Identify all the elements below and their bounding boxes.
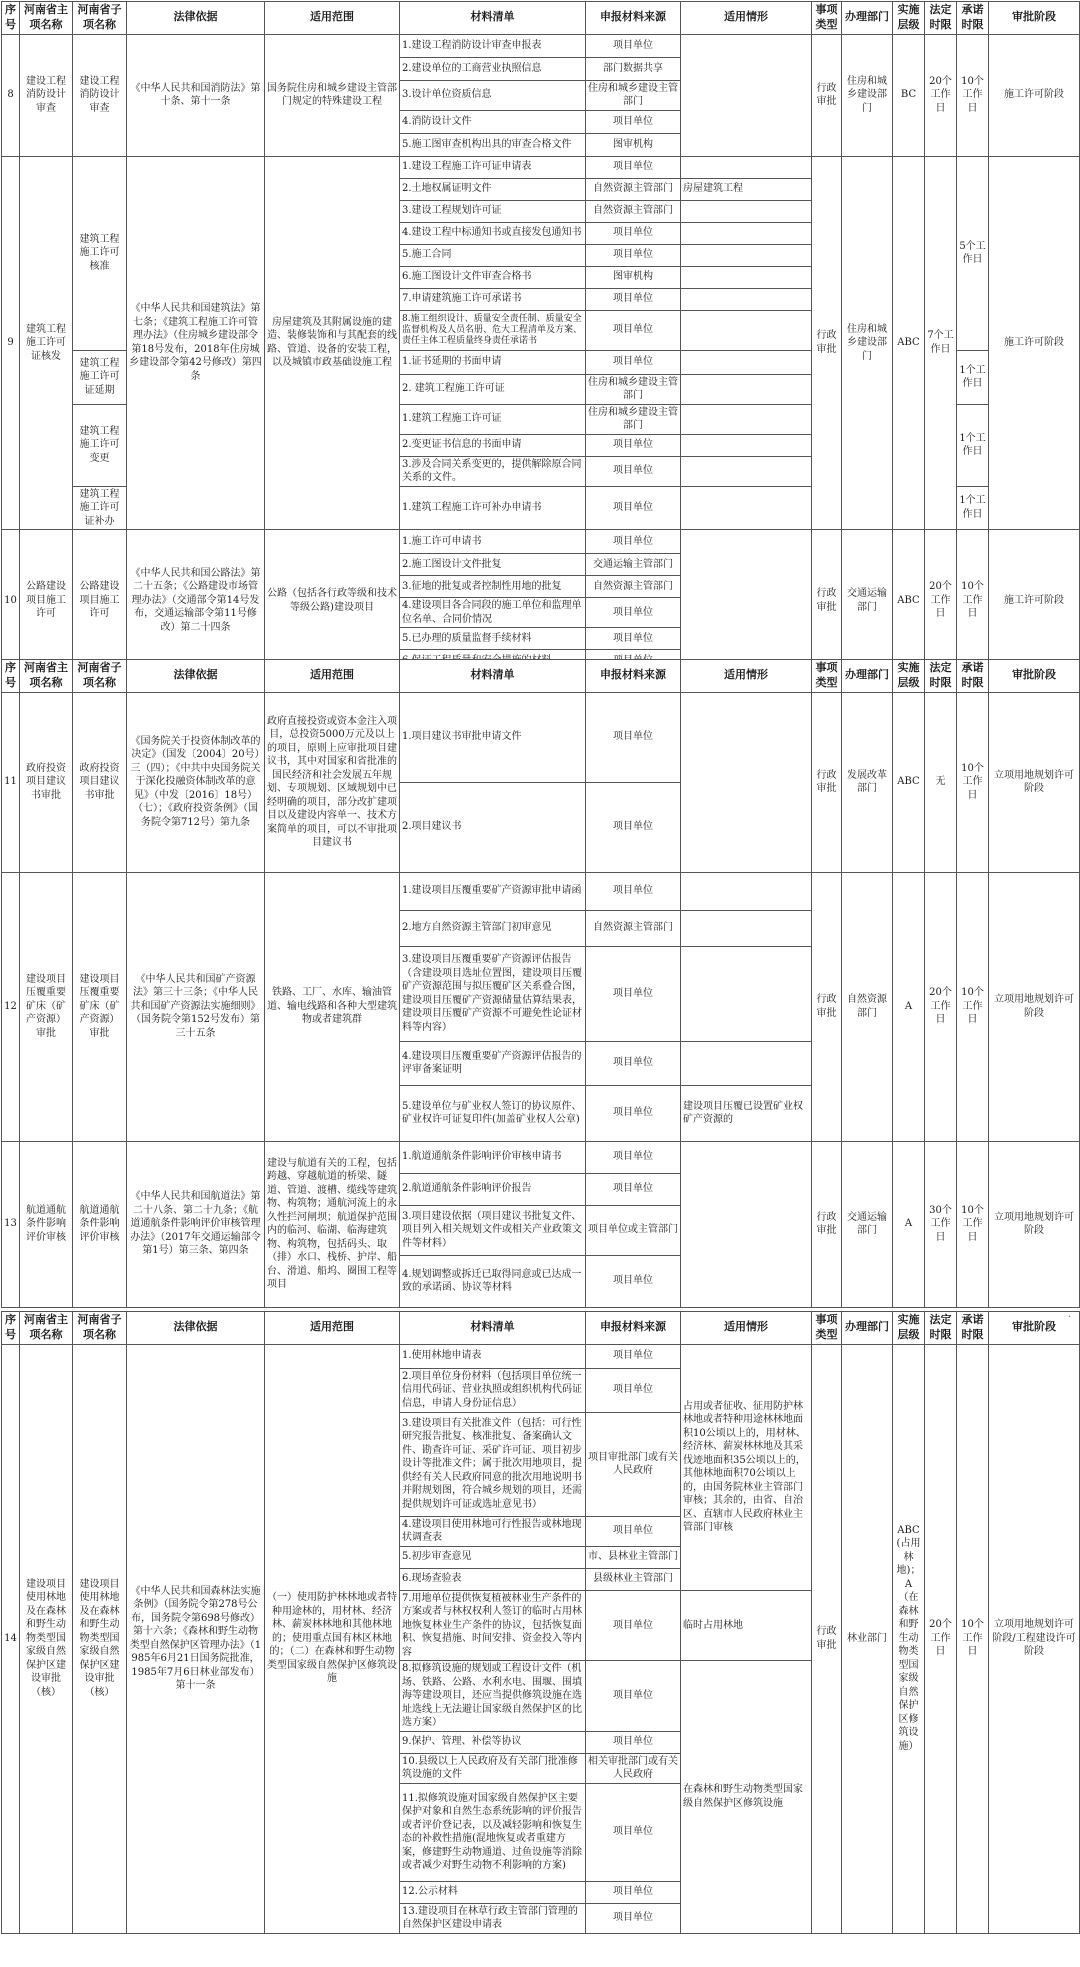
table-cell: 发展改革部门: [842, 692, 893, 872]
table-cell: 1.证书延期的书面申请: [400, 350, 586, 374]
table-cell: [681, 288, 812, 310]
table-cell: [681, 530, 812, 672]
table-cell: 建筑工程施工许可证核发: [20, 156, 73, 530]
header-legal-days: 法定时限: [925, 2, 957, 35]
table-cell: 7.用地单位提供恢复植被林业生产条件的方案或者与林权权利人签订的临时占用林地恢复林业生产条件的协议，包括恢复面积、恢复措施、时间安排、资金投入等内容: [400, 1590, 586, 1661]
table-cell: [681, 910, 812, 946]
table-cell: 1个工作日: [957, 404, 989, 486]
table-cell: 建设与航道有关的工程，包括跨越、穿越航道的桥梁、隧道、管道、渡槽、缆线等建筑物、构筑物；通航河流上的永久性拦河闸坝；航道保护范围内的临河、临湖、临海建筑物、构筑物，包括码头、取（排）水口、栈桥、护岸、船台、滑道、船坞、圈围工程等项目: [265, 1141, 400, 1307]
table-cell: 《中华人民共和国建筑法》第七条；《建筑工程施工许可管理办法》（住房城乡建设部令第18号发布，2018年住房城乡建设部令第42号修改）第四条: [127, 156, 265, 530]
table-cell: [681, 872, 812, 910]
table-cell: 相关审批部门或有关人民政府: [586, 1753, 681, 1783]
table-cell: 临时占用林地: [681, 1590, 812, 1661]
table-cell: 公路建设项目施工许可: [20, 530, 73, 672]
table-cell: 6.现场查验表: [400, 1568, 586, 1590]
table-cell: 河南省子项名称: [73, 660, 127, 693]
header-dept: 办理部门: [842, 2, 893, 35]
table-cell: 9.保护、管理、补偿等协议: [400, 1731, 586, 1753]
approval-table-section-2: [1, 659, 1080, 1308]
header-situation: 适用情形: [681, 2, 812, 35]
table-cell: 适用情形: [681, 1312, 812, 1345]
table-cell: 项目单位: [586, 110, 681, 133]
table-cell: 申报材料来源: [586, 1312, 681, 1345]
table-cell: 8.拟修筑设施的规划或工程设计文件（机场、铁路、公路、水利水电、围堰、围填海等建设项目，还应当提供修筑设施在选址选线上无法避让国家级自然保护区的比选方案）: [400, 1661, 586, 1732]
table-cell: 序号: [2, 660, 20, 693]
table-cell: 5.已办理的质量监督手续材料: [400, 628, 586, 650]
table-cell: [681, 266, 812, 288]
table-cell: [681, 34, 812, 156]
table-cell: 项目单位: [586, 1368, 681, 1412]
table-cell: 项目单位: [586, 156, 681, 178]
table-cell: 建设工程消防设计审查: [73, 34, 127, 156]
table-cell: 项目单位: [586, 692, 681, 782]
table-cell: 4.规划调整或拆迁已取得同意或已达成一致的承诺函、协议等材料: [400, 1255, 586, 1307]
table-cell: 项目单位: [586, 1141, 681, 1173]
table-cell: 建筑工程施工许可核准: [73, 156, 127, 350]
table-cell: [681, 374, 812, 404]
table-cell: 交通运输主管部门: [586, 554, 681, 576]
header-type: 事项类型: [812, 2, 842, 35]
table-cell: 2.航道通航条件影响评价报告: [400, 1173, 586, 1205]
table-cell: 项目单位: [586, 628, 681, 650]
table-cell: 项目单位: [586, 310, 681, 350]
table-cell: 行政审批: [812, 1141, 842, 1307]
table-cell: [681, 946, 812, 1041]
table-cell: 施工许可阶段: [989, 34, 1080, 156]
table-cell: 2.土地权属证明文件: [400, 178, 586, 200]
table-cell: 交通运输部门: [842, 1141, 893, 1307]
table-cell: 10个工作日: [957, 1344, 989, 1933]
table-cell: 住房和城乡建设主管部门: [586, 374, 681, 404]
table-cell: 项目单位: [586, 872, 681, 910]
table-cell: 材料清单: [400, 1312, 586, 1345]
table-cell: 建设项目压覆重要矿床（矿产资源）审批: [73, 872, 127, 1141]
table-cell: 项目单位: [586, 486, 681, 530]
table-cell: A: [893, 1141, 925, 1307]
table-cell: 房屋建筑及其附属设施的建造、装修装饰和与其配套的线路、管道、设备的安装工程，以及城镇市政基础设施工程: [265, 156, 400, 530]
table-cell: 行政审批: [812, 872, 842, 1141]
table-cell: [681, 1141, 812, 1307]
table-cell: 10个工作日: [957, 872, 989, 1141]
table-cell: [681, 200, 812, 222]
table-cell: [681, 434, 812, 456]
table-cell: 3.项目建设依据（项目建议书批复文件、项目列入相关规划文件或相关产业政策文件等材料）: [400, 1205, 586, 1255]
table-cell: 项目单位: [586, 1516, 681, 1546]
table-cell: 部门数据共享: [586, 57, 681, 80]
table-cell: 项目审批部门或有关人民政府: [586, 1412, 681, 1516]
table-header-row: [2, 2, 1080, 35]
table-cell: 2.项目建议书: [400, 782, 586, 872]
table-header-row: [2, 660, 1080, 693]
table-cell: 实施层级: [893, 1312, 925, 1345]
table-cell: 航道通航条件影响评价审核: [73, 1141, 127, 1307]
table-cell: 14: [2, 1344, 20, 1933]
table-cell: BC: [893, 34, 925, 156]
table-cell: 1.建设工程施工许可证申请表: [400, 156, 586, 178]
table-cell: 2.建设单位的工商营业执照信息: [400, 57, 586, 80]
table-cell: ABC: [893, 530, 925, 672]
table-cell: 实施层级: [893, 660, 925, 693]
table-cell: 行政审批: [812, 34, 842, 156]
table-cell: 项目单位: [586, 34, 681, 57]
header-sub-item: 河南省子项名称: [73, 2, 127, 35]
table-cell: 《中华人民共和国森林法实施条例》（国务院令第278号公布，国务院令第698号修改）第十六条；《森林和野生动物类型自然保护区管理办法》（1985年6月21日国务院批准，1985年7月6日林业部发布）第十一条: [127, 1344, 265, 1933]
table-row: [2, 156, 1080, 178]
table-cell: 20个工作日: [925, 1344, 957, 1933]
table-cell: 行政审批: [812, 692, 842, 872]
table-cell: 法律依据: [127, 1312, 265, 1345]
table-cell: 7个工作日: [925, 156, 957, 530]
table-cell: 住房和城乡建设主管部门: [586, 404, 681, 434]
table-cell: [681, 156, 812, 178]
header-level: 实施层级: [893, 2, 925, 35]
table-cell: 2. 建筑工程施工许可证: [400, 374, 586, 404]
table-cell: [681, 222, 812, 244]
table-cell: 政府直接投资或资本金注入项目，总投资5000万元及以上的项目，原则上应审批项目建议书，其中对国家和省批准的国民经济和社会发展五年规划、专项规划、区域规划中已经明确的项目，部分改扩建项目以及建设内容单一、技术方案简单的项目，可以不审批项目建议书: [265, 692, 400, 872]
table-cell: 5个工作日: [957, 156, 989, 350]
table-cell: 20个工作日: [925, 872, 957, 1141]
table-cell: 国务院住房和城乡建设主管部门规定的特殊建设工程: [265, 34, 400, 156]
table-cell: 建设项目压覆已设置矿业权矿产资源的: [681, 1085, 812, 1141]
table-cell: 6.施工图设计文件审查合格书: [400, 266, 586, 288]
table-cell: A: [893, 872, 925, 1141]
table-cell: 建设工程消防设计审查: [20, 34, 73, 156]
table-cell: 建设项目压覆重要矿床（矿产资源）审批: [20, 872, 73, 1141]
table-cell: 1.建设项目压覆重要矿产资源审批申请函: [400, 872, 586, 910]
header-basis: 法律依据: [127, 2, 265, 35]
table-cell: 1.使用林地申请表: [400, 1344, 586, 1368]
approval-table-section-3: [1, 1311, 1080, 1934]
table-cell: 5.建设单位与矿业权人签订的协议原件、矿业权许可证复印件(加盖矿业权人公章): [400, 1085, 586, 1141]
table-cell: 图审机构: [586, 133, 681, 156]
table-cell: 2.地方自然资源主管部门初审意见: [400, 910, 586, 946]
table-cell: 自然资源部门: [842, 872, 893, 1141]
table-cell: 《中华人民共和国公路法》第二十五条；《公路建设市场管理办法》（交通部令第14号发布，交通运输部令第11号修改）第二十四条: [127, 530, 265, 672]
table-cell: 铁路、工厂、水库、输油管道、输电线路和各种大型建筑物或者建筑群: [265, 872, 400, 1141]
table-cell: 项目单位: [586, 456, 681, 486]
table-cell: 11.拟修筑设施对国家级自然保护区主要保护对象和自然生态系统影响的评价报告或者评价登记表，以及减轻影响和恢复生态的补救性措施(混地恢复或者重建方案，修建野生动物通道、过鱼设施等消除或者减少对野生动物不利影响的方案): [400, 1783, 586, 1881]
table-cell: [681, 456, 812, 486]
table-cell: 13: [2, 1141, 20, 1307]
header-stage: 审批阶段: [989, 2, 1080, 35]
table-cell: 法律依据: [127, 660, 265, 693]
table-cell: 项目单位: [586, 350, 681, 374]
table-cell: [681, 310, 812, 350]
table-cell: 5.施工合同: [400, 244, 586, 266]
table-cell: [681, 692, 812, 872]
table-cell: 适用范围: [265, 660, 400, 693]
table-cell: [681, 244, 812, 266]
table-cell: 立项用地规划许可阶段/工程建设许可阶段: [989, 1344, 1080, 1933]
table-cell: 项目单位: [586, 1041, 681, 1085]
header-promise-days: 承诺时限: [957, 2, 989, 35]
table-cell: [681, 486, 812, 530]
table-cell: 河南省子项名称: [73, 1312, 127, 1345]
table-cell: 林业部门: [842, 1344, 893, 1933]
table-cell: （一）使用防护林林地或者特种用途林的，用材林、经济林、薪炭林林地和其他林地的；使用重点国有林区林地的；（二）在森林和野生动物类型国家级自然保护区修筑设施: [265, 1344, 400, 1933]
table-cell: 项目单位: [586, 1661, 681, 1732]
table-cell: 10个工作日: [957, 530, 989, 672]
table-cell: 无: [925, 692, 957, 872]
table-cell: 项目单位: [586, 1255, 681, 1307]
table-cell: 房屋建筑工程: [681, 178, 812, 200]
table-cell: 13.建设项目在林草行政主管部门管理的自然保护区建设申请表: [400, 1903, 586, 1933]
table-cell: 4.建设项目压覆重要矿产资源评估报告的评审备案证明: [400, 1041, 586, 1085]
table-cell: 5.施工图审查机构出具的审查合格文件: [400, 133, 586, 156]
table-cell: 3.设计单位资质信息: [400, 80, 586, 110]
table-cell: 8: [2, 34, 20, 156]
table-cell: 3.涉及合同关系变更的，提供解除原合同关系的文件。: [400, 456, 586, 486]
table-cell: 10个工作日: [957, 34, 989, 156]
table-cell: 11: [2, 692, 20, 872]
table-cell: 序号: [2, 1312, 20, 1345]
table-cell: 行政审批: [812, 530, 842, 672]
table-cell: 项目单位或主管部门: [586, 1205, 681, 1255]
table-cell: [681, 1041, 812, 1085]
table-cell: 2.施工图设计文件批复: [400, 554, 586, 576]
table-cell: 8.施工组织设计、质量安全责任制、质量安全监督机构及人员名册、危大工程清单及方案、责任主体工程质量终身责任承诺书: [400, 310, 586, 350]
table-cell: 自然资源主管部门: [586, 178, 681, 200]
approval-table-section-1: [1, 1, 1080, 672]
table-cell: 公路（包括各行政等级和技术等级公路)建设项目: [265, 530, 400, 672]
table-cell: ABC(占用林地)；A（在森林和野生动物类型国家级自然保护区修筑设施）: [893, 1344, 925, 1933]
table-cell: 交通运输部门: [842, 530, 893, 672]
table-cell: 公路建设项目施工许可: [73, 530, 127, 672]
table-cell: 行政审批: [812, 156, 842, 530]
table-row: [2, 872, 1080, 910]
table-cell: 4.建设工程中标通知书或直接发包通知书: [400, 222, 586, 244]
table-cell: 审批阶段: [989, 1312, 1080, 1345]
table-cell: 项目单位: [586, 434, 681, 456]
table-cell: 10: [2, 530, 20, 672]
table-cell: ABC: [893, 156, 925, 530]
table-cell: 办理部门: [842, 1312, 893, 1345]
table-cell: 材料清单: [400, 660, 586, 693]
table-cell: 项目单位: [586, 530, 681, 554]
table-cell: 建筑工程施工许可证延期: [73, 350, 127, 404]
table-cell: 10个工作日: [957, 692, 989, 872]
table-cell: 30个工作日: [925, 1141, 957, 1307]
table-cell: 3.征地的批复或者控制性用地的批复: [400, 576, 586, 598]
table-row: [2, 1344, 1080, 1368]
table-cell: 审批阶段: [989, 660, 1080, 693]
header-main-item: 河南省主项名称: [20, 2, 73, 35]
table-cell: 政府投资项目建议书审批: [20, 692, 73, 872]
table-cell: 10个工作日: [957, 1141, 989, 1307]
table-row: [2, 692, 1080, 782]
table-cell: 项目单位: [586, 288, 681, 310]
table-cell: 住房和城乡建设主管部门: [586, 80, 681, 110]
table-header-row: [2, 1312, 1080, 1345]
table-cell: 《国务院关于投资体制改革的决定》（国发〔2004〕20号）三（四）；《中共中央国务院关于深化投融资体制改革的意见》（中发〔2016〕18号）（七）；《政府投资条例》（国务院令第712号）第九条: [127, 692, 265, 872]
table-cell: 3.建设工程规划许可证: [400, 200, 586, 222]
table-cell: 1个工作日: [957, 486, 989, 530]
header-seq: 序号: [2, 2, 20, 35]
table-row: [2, 530, 1080, 554]
table-cell: 项目单位: [586, 1173, 681, 1205]
table-cell: 1.建筑工程施工许可证: [400, 404, 586, 434]
table-cell: 项目单位: [586, 782, 681, 872]
table-cell: 项目单位: [586, 1903, 681, 1933]
table-cell: 《中华人民共和国消防法》第十条、第十一条: [127, 34, 265, 156]
table-cell: 法定时限: [925, 1312, 957, 1345]
table-cell: 20个工作日: [925, 34, 957, 156]
table-cell: 项目单位: [586, 1590, 681, 1661]
table-cell: 项目单位: [586, 1881, 681, 1903]
table-cell: [681, 350, 812, 374]
table-cell: 4.建设项目各合同段的施工单位和监理单位名单、合同价情况: [400, 598, 586, 628]
table-cell: 12: [2, 872, 20, 1141]
table-cell: 项目单位: [586, 598, 681, 628]
table-cell: 立项用地规划许可阶段: [989, 872, 1080, 1141]
table-cell: ABC: [893, 692, 925, 872]
table-cell: 建筑工程施工许可变更: [73, 404, 127, 486]
table-cell: 自然资源主管部门: [586, 200, 681, 222]
table-cell: 事项类型: [812, 1312, 842, 1345]
table-cell: 12.公示材料: [400, 1881, 586, 1903]
table-cell: 1.施工许可申请书: [400, 530, 586, 554]
header-source: 申报材料来源: [586, 2, 681, 35]
table-cell: 行政审批: [812, 1344, 842, 1933]
table-cell: 政府投资项目建议书审批: [73, 692, 127, 872]
table-cell: 项目单位: [586, 946, 681, 1041]
table-cell: 项目单位: [586, 1344, 681, 1368]
table-cell: 项目单位: [586, 222, 681, 244]
table-cell: 县级林业主管部门: [586, 1568, 681, 1590]
table-cell: 申报材料来源: [586, 660, 681, 693]
table-cell: 项目单位: [586, 1731, 681, 1753]
table-cell: 4.建设项目使用林地可行性报告或林地现状调查表: [400, 1516, 586, 1546]
table-cell: 1.建筑工程施工许可补办申请书: [400, 486, 586, 530]
table-cell: 2.变更证书信息的书面申请: [400, 434, 586, 456]
table-cell: 建筑工程施工许可证补办: [73, 486, 127, 530]
table-cell: 河南省主项名称: [20, 660, 73, 693]
table-cell: [681, 404, 812, 434]
table-cell: 承诺时限: [957, 660, 989, 693]
table-cell: 建设项目使用林地及在森林和野生动物类型国家级自然保护区建设审批（核）: [73, 1344, 127, 1933]
header-materials: 材料清单: [400, 2, 586, 35]
table-cell: 7.申请建筑施工许可承诺书: [400, 288, 586, 310]
table-cell: 5.初步审查意见: [400, 1546, 586, 1568]
table-cell: 图审机构: [586, 266, 681, 288]
table-cell: 施工许可阶段: [989, 530, 1080, 672]
table-cell: 办理部门: [842, 660, 893, 693]
table-cell: 1个工作日: [957, 350, 989, 404]
table-cell: 适用范围: [265, 1312, 400, 1345]
table-cell: 1.建设工程消防设计审查申报表: [400, 34, 586, 57]
table-cell: 在森林和野生动物类型国家级自然保护区修筑设施: [681, 1661, 812, 1934]
table-cell: 1.项目建议书审批申请文件: [400, 692, 586, 782]
table-cell: 法定时限: [925, 660, 957, 693]
table-cell: 承诺时限: [957, 1312, 989, 1345]
table-cell: 航道通航条件影响评价审核: [20, 1141, 73, 1307]
table-cell: 《中华人民共和国矿产资源法》第三十三条；《中华人民共和国矿产资源法实施细则》（国务院令第152号发布）第三十五条: [127, 872, 265, 1141]
table-cell: 住房和城乡建设部门: [842, 156, 893, 530]
table-cell: 项目单位: [586, 1085, 681, 1141]
table-row: [2, 1141, 1080, 1173]
table-cell: 市、县林业主管部门: [586, 1546, 681, 1568]
table-cell: 3.建设项目有关批准文件（包括：可行性研究报告批复、核准批复、备案确认文件、勘查许可证、采矿许可证、项目初步设计等批准文件；属于批次用地项目，提供经有关人民政府同意的批次用地说明书并附规划图，符合城乡规划的项目，还需提供规划许可证或选址意见书）: [400, 1412, 586, 1516]
table-cell: 自然资源主管部门: [586, 576, 681, 598]
table-cell: 立项用地规划许可阶段: [989, 692, 1080, 872]
table-cell: 自然资源主管部门: [586, 910, 681, 946]
table-cell: 适用情形: [681, 660, 812, 693]
table-row: [2, 34, 1080, 57]
table-cell: 立项用地规划许可阶段: [989, 1141, 1080, 1307]
table-cell: 1.航道通航条件影响评价审核申请书: [400, 1141, 586, 1173]
table-cell: 项目单位: [586, 244, 681, 266]
table-cell: 《中华人民共和国航道法》第二十八条、第二十九条；《航道通航条件影响评价审核管理办法》（2017年交通运输部令第1号）第三条、第四条: [127, 1141, 265, 1307]
table-cell: 事项类型: [812, 660, 842, 693]
stray-mark: ·: [1068, 1312, 1072, 1323]
table-cell: 施工许可阶段: [989, 156, 1080, 530]
table-cell: 建设项目使用林地及在森林和野生动物类型国家级自然保护区建设审批（核）: [20, 1344, 73, 1933]
table-cell: 河南省主项名称: [20, 1312, 73, 1345]
table-cell: 占用或者征收、征用防护林林地或者特种用途林林地面积10公顷以上的，用材林、经济林、薪炭林林地及其采伐迹地面积35公顷以上的，其他林地面积70公顷以上的，由国务院林业主管部门审核；其余的，由省、自治区、直辖市人民政府林业主管部门审核: [681, 1344, 812, 1590]
table-cell: 4.消防设计文件: [400, 110, 586, 133]
table-cell: 10.县级以上人民政府及有关部门批准修筑设施的文件: [400, 1753, 586, 1783]
header-scope: 适用范围: [265, 2, 400, 35]
table-cell: 20个工作日: [925, 530, 957, 672]
table-cell: 住房和城乡建设部门: [842, 34, 893, 156]
table-cell: 项目单位: [586, 1783, 681, 1881]
table-cell: 9: [2, 156, 20, 530]
table-cell: 2.项目单位身份材料（包括项目单位统一信用代码证、营业执照或组织机构代码证信息，申请人身份证信息）: [400, 1368, 586, 1412]
table-cell: 3.建设项目压覆重要矿产资源评估报告（含建设项目选址位置图，建设项目压覆矿产资源范围与拟压覆矿区关系叠合图，建设项目压覆矿产资源储量估算结果表，建设项目压覆矿产资源不可避免性论证材料等内容）: [400, 946, 586, 1041]
